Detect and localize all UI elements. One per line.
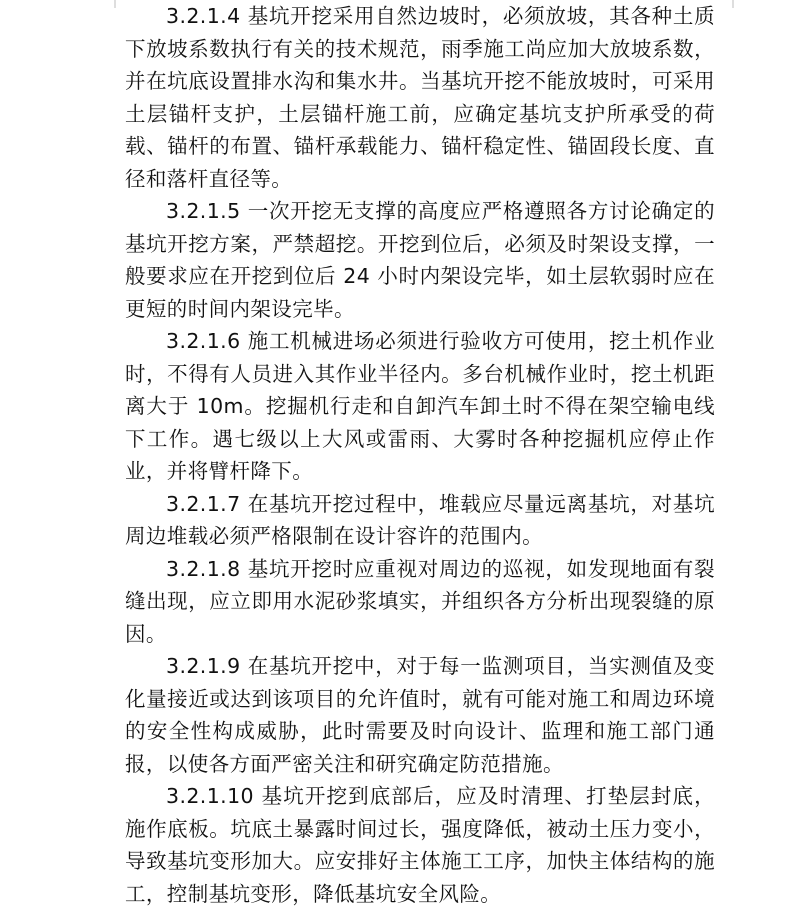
paragraph-3-2-1-10: 3.2.1.10 基坑开挖到底部后，应及时清理、打垫层封底，施作底板。坑底土暴露时间过长，强度降低，被动土压力变小，导致基坑变形加大。应安排好主体施工工序，加快主体结构的施工，控制基坑变形，降低基坑安全风险。	[125, 784, 715, 906]
paragraph-3-2-1-8: 3.2.1.8 基坑开挖时应重视对周边的巡视，如发现地面有裂缝出现，应立即用水泥砂浆填实，并组织各方分析出现裂缝的原因。	[125, 556, 715, 646]
paragraph-3-2-1-4: 3.2.1.4 基坑开挖采用自然边坡时，必须放坡，其各种土质下放坡系数执行有关的技术规范，雨季施工尚应加大放坡系数，并在坑底设置排水沟和集水井。当基坑开挖不能放坡时，可采用土层锚杆支护，土层锚杆施工前，应确定基坑支护所承受的荷载、锚杆的布置、锚杆承载能力、锚杆稳定性、锚固段长度、直径和落杆直径等。	[125, 4, 715, 191]
paragraph-3-2-1-7: 3.2.1.7 在基坑开挖过程中，堆载应尽量远离基坑，对基坑周边堆载必须严格限制在设计容许的范围内。	[125, 491, 715, 548]
paragraph-3-2-1-9: 3.2.1.9 在基坑开挖中，对于每一监测项目，当实测值及变化量接近或达到该项目的允许值时，就有可能对施工和周边环境的安全性构成威胁，此时需要及时向设计、监理和施工部门通报，以使各方面严密关注和研究确定防范措施。	[125, 654, 715, 776]
document-page	[125, 0, 715, 910]
paragraph-3-2-1-5: 3.2.1.5 一次开挖无支撑的高度应严格遵照各方讨论确定的基坑开挖方案，严禁超挖。开挖到位后，必须及时架设支撑，一般要求应在开挖到位后 24 小时内架设完毕，如土层软弱时应在更短的时间内架设完毕。	[125, 199, 715, 321]
paragraph-3-2-1-6: 3.2.1.6 施工机械进场必须进行验收方可使用，挖土机作业时，不得有人员进入其作业半径内。多台机械作业时，挖土机距离大于 10m。挖掘机行走和自卸汽车卸土时不得在架空输电线下工作。遇七级以上大风或雷雨、大雾时各种挖掘机应停止作业，并将臂杆降下。	[125, 329, 715, 483]
